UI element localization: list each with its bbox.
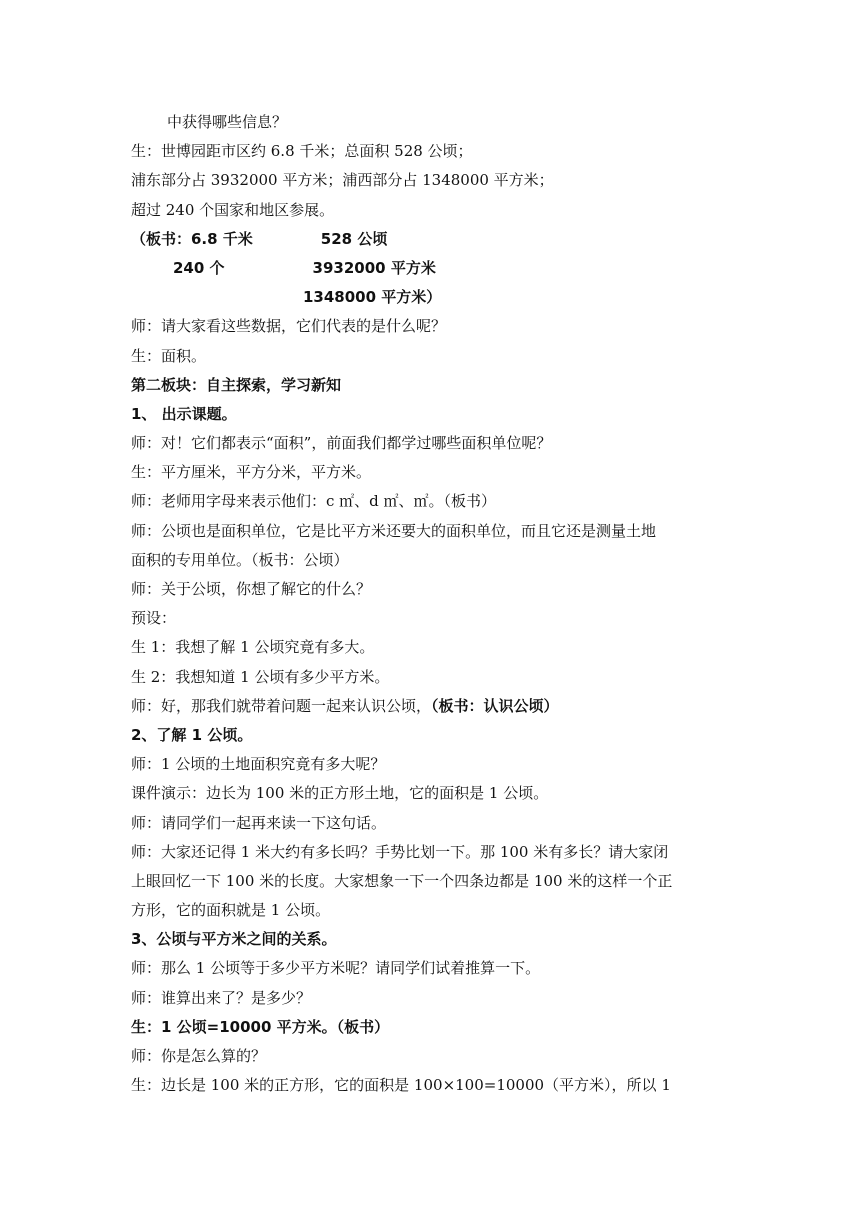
- board-item: 1348000 平方米）: [303, 288, 442, 307]
- text-line: 师：请同学们一起再来读一下这句话。: [131, 813, 387, 832]
- document-body: [131, 108, 731, 1100]
- board-writing-line: [131, 225, 731, 254]
- text-line: 生：边长是 100 米的正方形，它的面积是 100×100=10000（平方米），所以 1: [131, 1076, 671, 1095]
- text-line: 方形，它的面积就是 1 公顷。: [131, 901, 331, 920]
- text-line: 生 1：我想了解 1 公顷究竟有多大。: [131, 638, 375, 657]
- text-line: 师：大家还记得 1 米大约有多长吗？手势比划一下。那 100 米有多长？请大家闭: [131, 842, 669, 861]
- board-item: 528 公顷: [320, 229, 388, 248]
- board-item: 240 个: [173, 258, 225, 277]
- text-line: 师：你是怎么算的？: [131, 1047, 267, 1065]
- text-line: 师：老师用字母来表示他们：c ㎡、d ㎡、㎡。（板书）: [131, 492, 497, 511]
- text-line: 浦东部分占 3932000 平方米；浦西部分占 1348000 平方米；: [131, 171, 554, 190]
- text-line: 师：对！它们都表示“面积”，前面我们都学过哪些面积单位呢？: [131, 434, 552, 453]
- text-line: 课件演示：边长为 100 米的正方形土地，它的面积是 1 公顷。: [131, 784, 549, 803]
- text-line: 预设：: [131, 609, 177, 628]
- text-line: 生：世博园距市区约 6.8 千米；总面积 528 公顷；: [131, 142, 473, 161]
- section-heading: 第二板块：自主探索，学习新知: [131, 375, 342, 394]
- text-line: 生：面积。: [131, 346, 207, 365]
- text-line: 师：那么 1 公顷等于多少平方米呢？请同学们试着推算一下。: [131, 959, 541, 978]
- text-normal: 师：好，那我们就带着问题一起来认识公顷，: [131, 696, 432, 715]
- text-line: 面积的专用单位。（板书：公顷）: [131, 550, 349, 569]
- text-line: 上眼回忆一下 100 米的长度。大家想象一下一个四条边都是 100 米的这样一个正: [131, 871, 673, 890]
- board-item: （板书：6.8 千米: [131, 229, 253, 248]
- step-heading: 2、了解 1 公顷。: [131, 725, 253, 744]
- text-line: 师：关于公顷，你想了解它的什么？: [131, 580, 372, 598]
- text-line: 师：谁算出来了？是多少？: [131, 988, 312, 1007]
- board-writing-line: [131, 283, 731, 312]
- board-writing-line: 生：1 公顷=10000 平方米。（板书）: [131, 1017, 390, 1036]
- text-line: 生 2：我想知道 1 公顷有多少平方米。: [131, 667, 390, 686]
- text-line: 中获得哪些信息？: [167, 113, 288, 131]
- text-line: 生：平方厘米，平方分米，平方米。: [131, 463, 372, 482]
- text-line: 超过 240 个国家和地区参展。: [131, 200, 335, 219]
- text-line-mixed: [131, 692, 731, 721]
- text-line: 师：公顷也是面积单位，它是比平方米还要大的面积单位，而且它还是测量土地: [131, 521, 657, 540]
- board-item: 3932000 平方米: [312, 258, 436, 277]
- board-writing-inline: （板书：认识公顷）: [431, 696, 559, 715]
- text-line: 师：1 公顷的土地面积究竟有多大呢？: [131, 755, 386, 774]
- text-line: 师：请大家看这些数据，它们代表的是什么呢？: [131, 317, 447, 336]
- board-writing-line: [131, 254, 731, 283]
- step-heading: 3、公顷与平方米之间的关系。: [131, 930, 337, 949]
- step-heading: 1、 出示课题。: [131, 404, 237, 423]
